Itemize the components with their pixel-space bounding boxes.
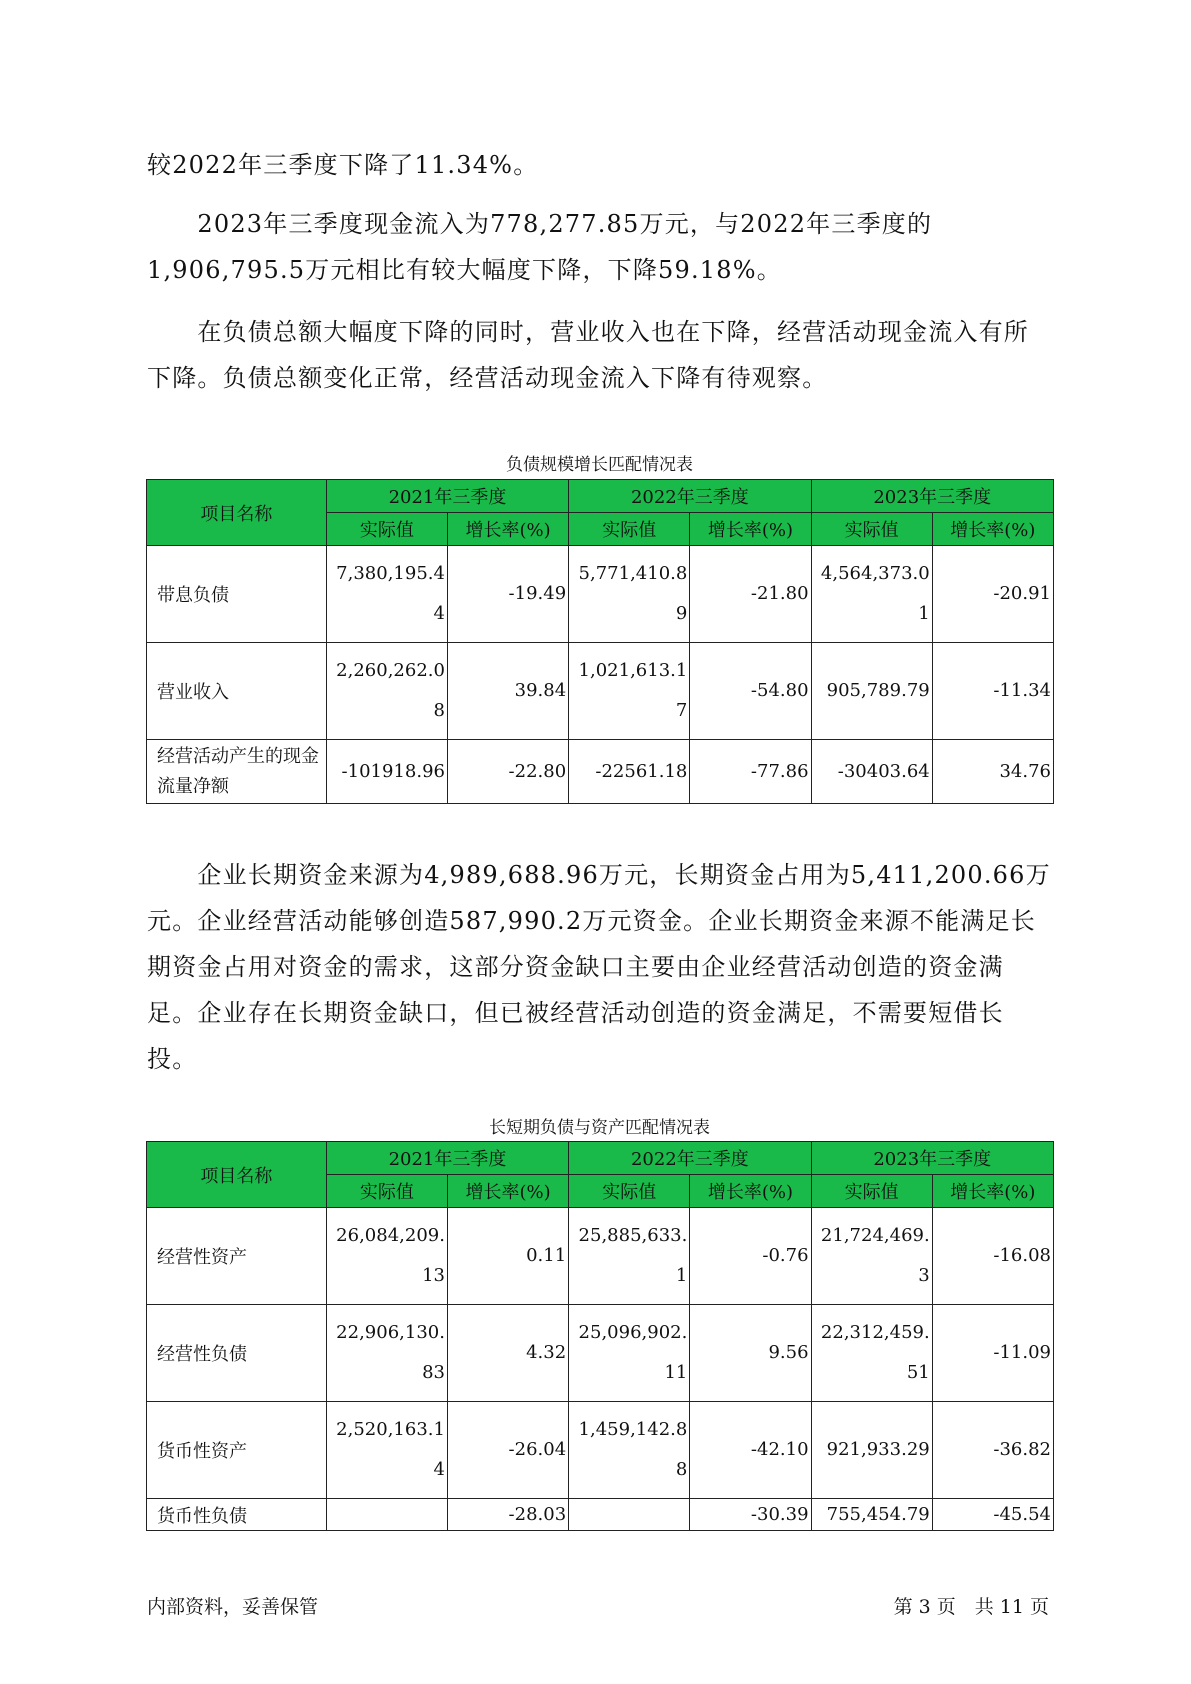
table-row — [147, 1208, 1054, 1305]
paragraph-2: 2023年三季度现金流入为778,277.85万元，与2022年三季度的1,906,795.5万元相比有较大幅度下降，下降59.18%。 — [147, 210, 933, 284]
cell-value: 905,789.79 — [811, 643, 932, 740]
cell-value: -28.03 — [447, 1499, 568, 1531]
footer-page-number: 第 3 页 共 11 页 — [893, 1596, 1049, 1618]
cell-value: 25,096,902.11 — [569, 1305, 690, 1402]
cell-value: 2,260,262.08 — [326, 643, 447, 740]
cell-value: 0.11 — [447, 1208, 568, 1305]
debt-scale-table — [146, 479, 1054, 804]
header-growth: 增长率(%) — [932, 513, 1053, 546]
table-header-row — [147, 480, 1054, 513]
row-name: 货币性资产 — [147, 1402, 327, 1499]
cell-value: 1,459,142.88 — [569, 1402, 690, 1499]
cell-value: 25,885,633.1 — [569, 1208, 690, 1305]
table-header-row — [147, 1142, 1054, 1175]
cell-value: -22.80 — [447, 740, 568, 804]
header-growth: 增长率(%) — [690, 1175, 811, 1208]
cell-value: -11.09 — [932, 1305, 1053, 1402]
header-actual: 实际值 — [326, 1175, 447, 1208]
cell-value: 22,312,459.51 — [811, 1305, 932, 1402]
cell-value: 755,454.79 — [811, 1499, 932, 1531]
row-name: 经营活动产生的现金流量净额 — [147, 740, 327, 804]
header-growth: 增长率(%) — [447, 513, 568, 546]
cell-value: 34.76 — [932, 740, 1053, 804]
cell-value: 5,771,410.89 — [569, 546, 690, 643]
header-period: 2023年三季度 — [811, 480, 1053, 513]
row-name: 带息负债 — [147, 546, 327, 643]
cell-value: -101918.96 — [326, 740, 447, 804]
row-name: 经营性负债 — [147, 1305, 327, 1402]
row-name: 经营性资产 — [147, 1208, 327, 1305]
cell-value: -42.10 — [690, 1402, 811, 1499]
cell-value: 21,724,469.3 — [811, 1208, 932, 1305]
cell-value: -20.91 — [932, 546, 1053, 643]
paragraph-1: 较2022年三季度下降了11.34%。 — [147, 151, 539, 179]
table-row — [147, 1305, 1054, 1402]
table2-caption: 长短期负债与资产匹配情况表 — [489, 1118, 710, 1138]
header-period: 2022年三季度 — [569, 480, 811, 513]
cell-value: 4,564,373.01 — [811, 546, 932, 643]
cell-value: -19.49 — [447, 546, 568, 643]
table-row — [147, 1402, 1054, 1499]
header-actual: 实际值 — [569, 1175, 690, 1208]
cell-value: -0.76 — [690, 1208, 811, 1305]
table-row — [147, 740, 1054, 804]
cell-value: 921,933.29 — [811, 1402, 932, 1499]
header-actual: 实际值 — [811, 513, 932, 546]
cell-value — [569, 1499, 690, 1531]
header-growth: 增长率(%) — [932, 1175, 1053, 1208]
cell-value: -26.04 — [447, 1402, 568, 1499]
cell-value: -30403.64 — [811, 740, 932, 804]
cell-value: 7,380,195.44 — [326, 546, 447, 643]
asset-liability-table — [146, 1141, 1054, 1531]
table-row — [147, 643, 1054, 740]
cell-value: -45.54 — [932, 1499, 1053, 1531]
header-period: 2023年三季度 — [811, 1142, 1053, 1175]
cell-value: 2,520,163.14 — [326, 1402, 447, 1499]
header-item-name: 项目名称 — [147, 1142, 327, 1208]
paragraph-4: 企业长期资金来源为4,989,688.96万元，长期资金占用为5,411,200.66万元。企业经营活动能够创造587,990.2万元资金。企业长期资金来源不能满足长期资金占用对资金的需求，这部分资金缺口主要由企业经营活动创造的资金满足。企业存在长期资金缺口，但已被经营活动创造的资金满足，不需要短借长投。 — [147, 861, 1051, 1073]
header-actual: 实际值 — [811, 1175, 932, 1208]
table-row — [147, 1499, 1054, 1531]
table-row — [147, 546, 1054, 643]
table1-caption: 负债规模增长匹配情况表 — [506, 455, 693, 475]
header-item-name: 项目名称 — [147, 480, 327, 546]
cell-value: 26,084,209.13 — [326, 1208, 447, 1305]
cell-value: -16.08 — [932, 1208, 1053, 1305]
cell-value: 1,021,613.17 — [569, 643, 690, 740]
header-period: 2022年三季度 — [569, 1142, 811, 1175]
cell-value: 39.84 — [447, 643, 568, 740]
header-period: 2021年三季度 — [326, 480, 568, 513]
cell-value: -22561.18 — [569, 740, 690, 804]
cell-value: 22,906,130.83 — [326, 1305, 447, 1402]
cell-value — [326, 1499, 447, 1531]
row-name: 营业收入 — [147, 643, 327, 740]
header-actual: 实际值 — [569, 513, 690, 546]
paragraph-3: 在负债总额大幅度下降的同时，营业收入也在下降，经营活动现金流入有所下降。负债总额变化正常，经营活动现金流入下降有待观察。 — [147, 318, 1029, 392]
cell-value: -21.80 — [690, 546, 811, 643]
cell-value: 4.32 — [447, 1305, 568, 1402]
header-actual: 实际值 — [326, 513, 447, 546]
cell-value: 9.56 — [690, 1305, 811, 1402]
cell-value: -77.86 — [690, 740, 811, 804]
cell-value: -36.82 — [932, 1402, 1053, 1499]
header-period: 2021年三季度 — [326, 1142, 568, 1175]
cell-value: -30.39 — [690, 1499, 811, 1531]
row-name: 货币性负债 — [147, 1499, 327, 1531]
footer-confidential-note: 内部资料，妥善保管 — [147, 1596, 319, 1618]
header-growth: 增长率(%) — [690, 513, 811, 546]
cell-value: -54.80 — [690, 643, 811, 740]
header-growth: 增长率(%) — [447, 1175, 568, 1208]
cell-value: -11.34 — [932, 643, 1053, 740]
